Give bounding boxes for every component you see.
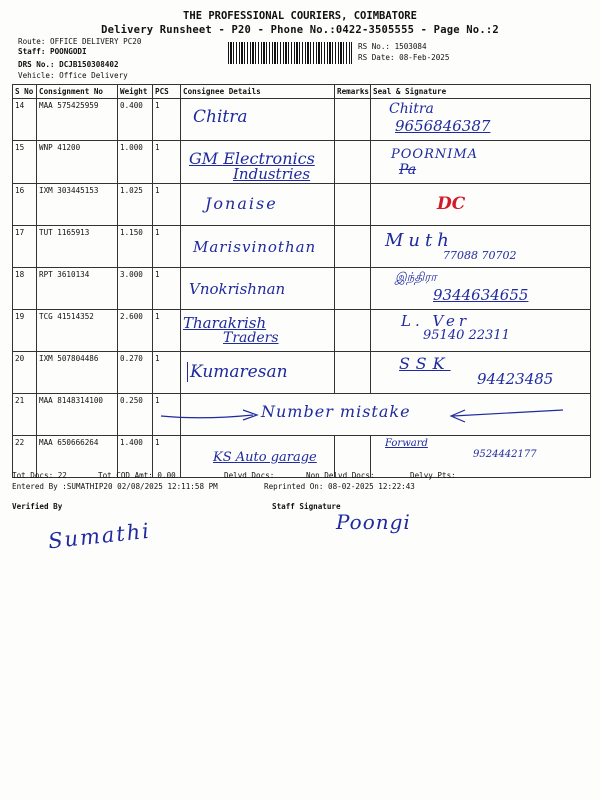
row-pcs: 1 — [153, 436, 181, 478]
row-sno: 14 — [13, 99, 37, 141]
row-weight: 0.250 — [118, 394, 153, 436]
row-cn: MAA 8148314100 — [37, 394, 118, 436]
row-seal — [371, 99, 591, 141]
rs-date: RS Date: 08-Feb-2025 — [358, 53, 450, 62]
row-sno: 21 — [13, 394, 37, 436]
verified-signature: Sumathi — [47, 518, 153, 554]
row-remarks — [335, 141, 371, 184]
drs-number: DRS No.: DCJB150308402 — [18, 60, 119, 69]
seal-signature: இந்திரா — [395, 270, 437, 284]
consignee-handwriting-2: Traders — [223, 330, 279, 346]
row-sno: 16 — [13, 184, 37, 226]
table-row — [13, 141, 591, 184]
seal-handwriting: Forward — [385, 438, 428, 449]
seal-phone: 95140 22311 — [423, 328, 510, 343]
route: Route: OFFICE DELIVERY PC20 — [18, 37, 142, 46]
consignee-handwriting: Marisvinothan — [193, 238, 317, 256]
row-weight: 0.270 — [118, 352, 153, 394]
seal-signature: Muth — [385, 230, 454, 251]
consignee-handwriting: Chitra — [193, 107, 248, 127]
col-pcs: PCS — [153, 85, 181, 99]
col-sno: S No — [13, 85, 37, 99]
row-cn: IXM 507804486 — [37, 352, 118, 394]
row-seal — [371, 141, 591, 184]
table-row — [13, 184, 591, 226]
row-remarks — [335, 99, 371, 141]
seal-phone: 77088 70702 — [443, 249, 517, 262]
table-row — [13, 310, 591, 352]
consignee-handwriting: Tharakrish — [183, 314, 267, 332]
row-remarks — [335, 352, 371, 394]
seal-phone: 9524442177 — [473, 449, 537, 460]
table-row — [13, 268, 591, 310]
row-cn: TCG 41514352 — [37, 310, 118, 352]
row-consignee — [181, 310, 335, 352]
staff-signature-label: Staff Signature — [272, 502, 341, 511]
row-consignee — [181, 184, 335, 226]
total-cod: Tot COD Amt: 0.00 — [98, 471, 176, 480]
row-pcs: 1 — [153, 141, 181, 184]
col-remarks: Remarks — [335, 85, 371, 99]
row-cn: WNP 41200 — [37, 141, 118, 184]
row-pcs: 1 — [153, 99, 181, 141]
row-weight: 0.400 — [118, 99, 153, 141]
row-note — [181, 394, 591, 436]
seal-stamp: DC — [437, 194, 466, 214]
row-sno: 19 — [13, 310, 37, 352]
row-cn: TUT 1165913 — [37, 226, 118, 268]
table-row — [13, 352, 591, 394]
consignee-handwriting: Vnokrishnan — [189, 280, 286, 298]
row-seal — [371, 184, 591, 226]
row-sno: 20 — [13, 352, 37, 394]
seal-phone: 94423485 — [477, 370, 554, 388]
col-consignee: Consignee Details — [181, 85, 335, 99]
seal-handwriting: POORNIMA — [391, 147, 479, 162]
consignee-handwriting-2: Industries — [233, 165, 311, 183]
table-header-row — [13, 85, 591, 99]
row-seal — [371, 310, 591, 352]
row-cn: RPT 3610134 — [37, 268, 118, 310]
row-consignee — [181, 141, 335, 184]
seal-phone: 9656846387 — [395, 117, 491, 135]
row-pcs: 1 — [153, 310, 181, 352]
table-row — [13, 99, 591, 141]
row-cn: MAA 650666264 — [37, 436, 118, 478]
row-remarks — [335, 310, 371, 352]
row-seal — [371, 268, 591, 310]
company-title: THE PROFESSIONAL COURIERS, COIMBATORE — [183, 10, 417, 22]
verified-by-label: Verified By — [12, 502, 63, 511]
row-consignee — [181, 99, 335, 141]
entered-by: Entered By :SUMATHIP20 02/08/2025 12:11:58 PM — [12, 482, 218, 491]
seal-signature: L. Ver — [401, 312, 470, 330]
col-seal: Seal & Signature — [371, 85, 591, 99]
total-docs: Tot Docs: 22 — [12, 471, 67, 480]
consignee-handwriting: Number mistake — [261, 402, 411, 421]
table-row — [13, 394, 591, 436]
row-sno: 15 — [13, 141, 37, 184]
vehicle: Vehicle: Office Delivery — [18, 71, 128, 80]
staff-signature: Poongi — [336, 510, 411, 534]
row-cn: MAA 575425959 — [37, 99, 118, 141]
seal-signature: SSK — [399, 354, 451, 373]
row-remarks — [335, 268, 371, 310]
row-seal — [371, 226, 591, 268]
row-pcs: 1 — [153, 352, 181, 394]
row-pcs: 1 — [153, 184, 181, 226]
delivered-docs: Delvd Docs: — [224, 471, 275, 480]
runsheet-subtitle: Delivery Runsheet - P20 - Phone No.:0422-3505555 - Page No.:2 — [101, 24, 499, 36]
col-weight: Weight — [118, 85, 153, 99]
col-consignment: Consignment No — [37, 85, 118, 99]
seal-handwriting: Chitra — [389, 101, 434, 117]
consignee-handwriting: Kumaresan — [187, 362, 332, 382]
row-pcs: 1 — [153, 226, 181, 268]
row-weight: 1.400 — [118, 436, 153, 478]
table-row — [13, 226, 591, 268]
consignee-handwriting: GM Electronics — [189, 149, 315, 168]
staff: Staff: POONGODI — [18, 47, 87, 56]
row-seal — [371, 436, 591, 478]
rs-number: RS No.: 1503084 — [358, 42, 427, 51]
row-pcs: 1 — [153, 394, 181, 436]
row-remarks — [335, 226, 371, 268]
row-weight: 1.150 — [118, 226, 153, 268]
row-sno: 18 — [13, 268, 37, 310]
row-consignee — [181, 352, 335, 394]
non-delivered-docs: Non Delvd Docs: — [306, 471, 375, 480]
row-weight: 1.000 — [118, 141, 153, 184]
runsheet-table — [12, 84, 591, 478]
row-weight: 3.000 — [118, 268, 153, 310]
row-pcs: 1 — [153, 268, 181, 310]
row-consignee — [181, 268, 335, 310]
row-weight: 1.025 — [118, 184, 153, 226]
row-sno: 22 — [13, 436, 37, 478]
row-weight: 2.600 — [118, 310, 153, 352]
consignee-handwriting: Jonaise — [205, 194, 278, 213]
delivery-points: Delvy Pts: — [410, 471, 456, 480]
row-cn: IXM 303445153 — [37, 184, 118, 226]
row-sno: 17 — [13, 226, 37, 268]
row-remarks — [335, 184, 371, 226]
row-seal — [371, 352, 591, 394]
reprinted-on: Reprinted On: 08-02-2025 12:22:43 — [264, 482, 415, 491]
seal-phone: 9344634655 — [433, 286, 529, 304]
barcode — [228, 42, 352, 64]
row-consignee — [181, 226, 335, 268]
seal-initials: Pa — [399, 162, 417, 178]
consignee-handwriting: KS Auto garage — [213, 450, 317, 465]
